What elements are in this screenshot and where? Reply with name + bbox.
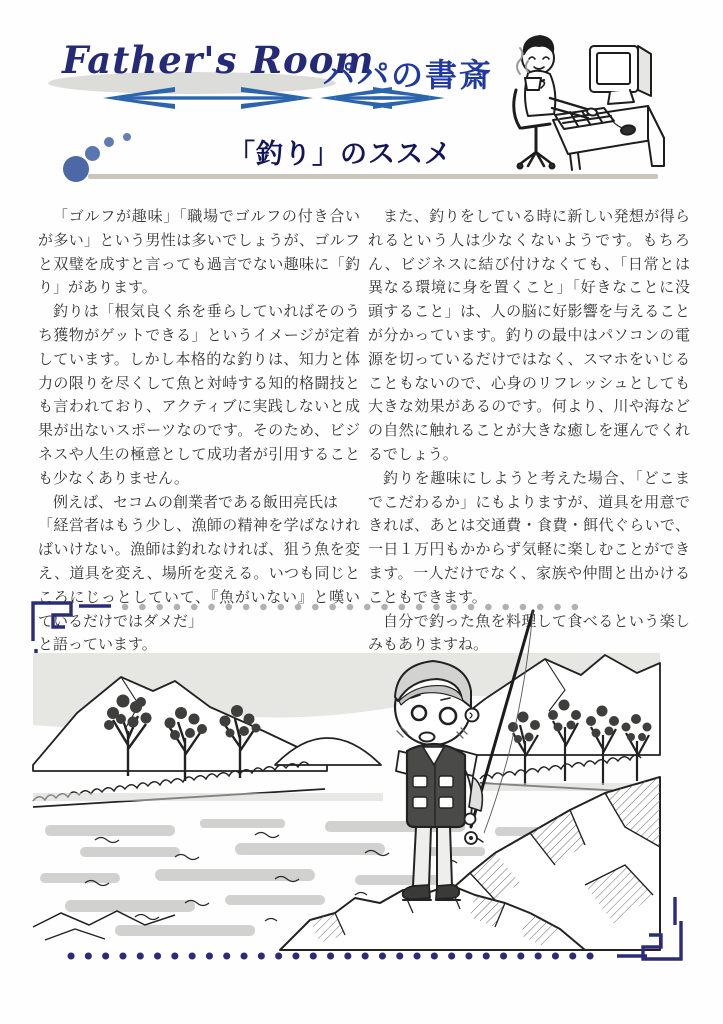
article-column-left: [38, 205, 360, 657]
paragraph: と語っています。: [38, 636, 157, 654]
paragraph: 例えば、セコムの創業者である飯田亮氏は: [53, 493, 339, 511]
accent-dot-medium: [85, 146, 100, 161]
art-deco-wing-divider: [95, 84, 455, 116]
accent-dot-large: [63, 156, 89, 182]
title-underline-rule: [88, 174, 658, 179]
page-title-english: Father's Room: [62, 38, 375, 82]
fishing-scene-illustration: [25, 595, 700, 1000]
paragraph: 「ゴルフが趣味」「職場でゴルフの付き合いが多い」という男性は多いでしょうが、ゴルフと双璧を成すと言っても過言でない趣味に「釣り」があります。: [38, 208, 360, 297]
paragraph: 釣りは「根気良く糸を垂らしていればそのうち獲物がゲットできる」というイメージが定着しています。しかし本格的な釣りは、知力と体力の限りを尽くして魚と対峙する知的格闘技とも言われており、アクティブに実践しないと成果が出ないスポーツなのです。そのため、ビジネスや人生の極意として成功者が引用することも少なくありません。: [38, 303, 360, 487]
paragraph: 自分で釣った魚を料理して食べるという楽しみもありますね。: [368, 612, 690, 654]
accent-dot-tiny: [123, 133, 131, 141]
accent-dot-small: [104, 137, 114, 147]
page-title-japanese: パパの書斎: [323, 57, 494, 93]
article-title: 「釣り」のススメ: [228, 139, 452, 169]
article-column-right: [368, 205, 690, 657]
paragraph: 釣りを趣味にしようと考えた場合、「どこまでこだわるか」にもよりますが、道具を用意できれば、あとは交通費・食費・餌代ぐらいで、一日１万円もかからず気軽に楽しむことができます。一人だけでなく、家族や仲間と出かけることもできます。: [368, 469, 690, 606]
angler-character: [395, 661, 483, 900]
paragraph: また、釣りをしている時に新しい発想が得られるという人は少なくないようです。もちろん、ビジネスに結び付けなくても、「日常とは異なる環境に身を置くこと」「好きなことに没頭すること」は、人の脳に好影響を与えることが分かっています。釣りの最中はパソコンの電源を切っているだけではなく、スマホをいじることもないので、心身のリフレッシュとしても大きな効果があるのです。何より、川や海などの自然に触れることが大きな癒しを運んでくれるでしょう。: [368, 208, 690, 463]
relaxing-at-desk-illustration: [498, 20, 670, 172]
paragraph-quote: 「経営者はもう少し、漁師の精神を学ばなければいけない。漁師は釣れなければ、狙う魚を変え、道具を変え、場所を変える。いつも同じところにじっとしていて、『魚がいない』と嘆いているだけではダメだ」: [38, 517, 360, 630]
